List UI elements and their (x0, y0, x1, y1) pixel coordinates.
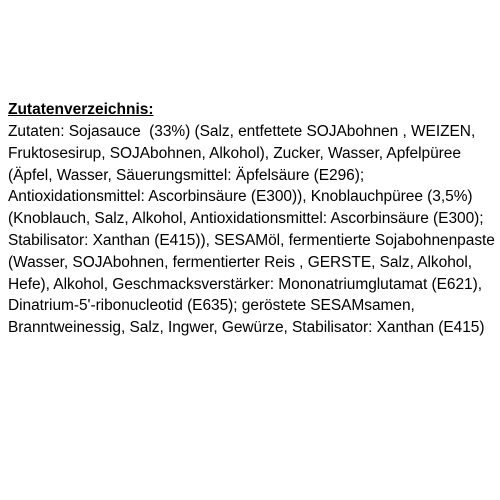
ingredients-heading: Zutatenverzeichnis: (8, 101, 154, 118)
ingredients-line: Antioxidationsmittel: Ascorbinsäure (E300)), Knoblauchpüree (3,5%) (8, 188, 473, 206)
ingredients-line: Hefe), Alkohol, Geschmacksverstärker: Mononatriumglutamat (E621), (8, 275, 482, 293)
ingredients-line: Zutaten: Sojasauce (33%) (Salz, entfettete SOJAbohnen , WEIZEN, (8, 123, 476, 140)
ingredients-line: (Knoblauch, Salz, Alkohol, Antioxidationsmittel: Ascorbinsäure (E300); (8, 210, 484, 228)
ingredients-line: Dinatrium-5'-ribonucleotid (E635); geröstete SESAMsamen, (8, 297, 415, 315)
ingredients-line: (Wasser, SOJAbohnen, fermentierter Reis , GERSTE, Salz, Alkohol, (8, 253, 472, 271)
ingredients-line: Branntweinessig, Salz, Ingwer, Gewürze, Stabilisator: Xanthan (E415) (8, 319, 485, 337)
ingredients-line: (Äpfel, Wasser, Säuerungsmittel: Äpfelsäure (E296); (8, 166, 365, 184)
ingredients-line: Stabilisator: Xanthan (E415)), SESAMöl, fermentierte Sojabohnenpaste (8, 231, 495, 249)
ingredients-label (8, 100, 496, 339)
ingredients-text (8, 121, 496, 339)
ingredients-line: Fruktosesirup, SOJAbohnen, Alkohol), Zucker, Wasser, Apfelpüree (8, 144, 461, 162)
